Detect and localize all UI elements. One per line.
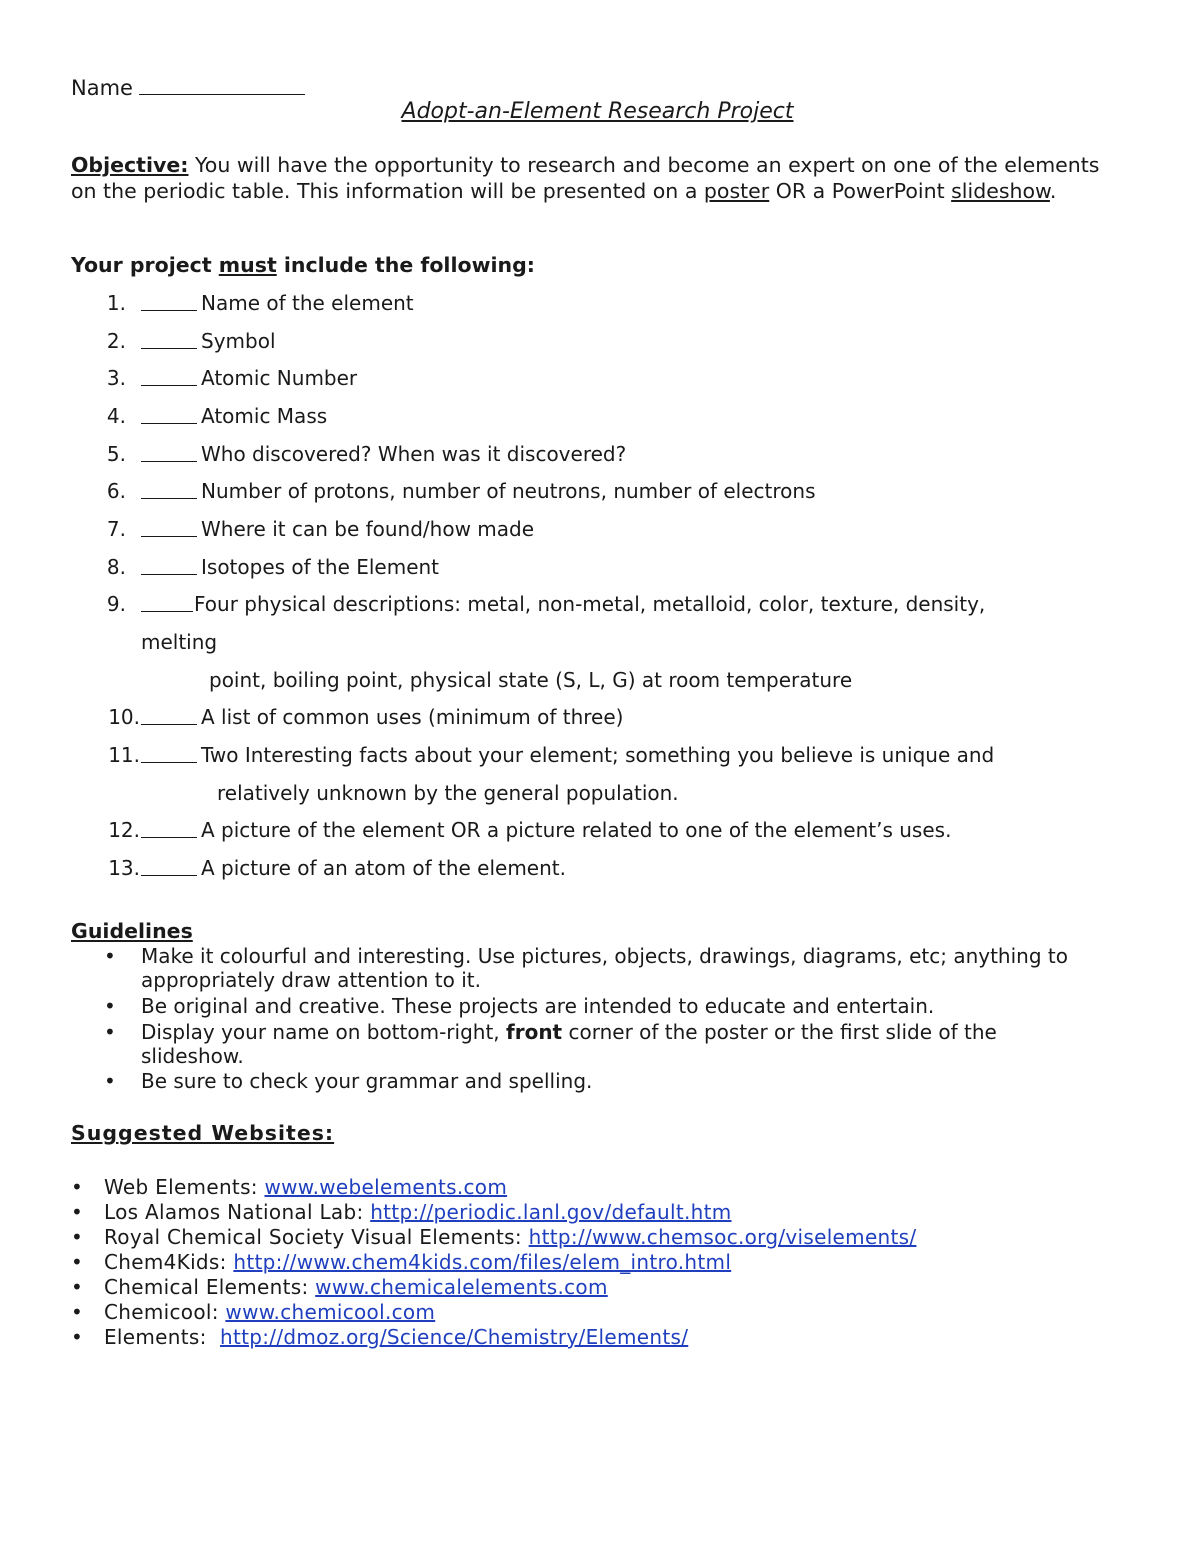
website-label: Web Elements: (104, 1175, 265, 1199)
check-blank[interactable] (141, 705, 197, 725)
check-blank[interactable] (141, 291, 197, 311)
check-blank[interactable] (141, 329, 197, 349)
slideshow-term: slideshow (951, 178, 1050, 203)
item-number: 5. (106, 442, 126, 466)
item-number: 10. (108, 705, 140, 729)
website-label: Chem4Kids: (104, 1250, 234, 1274)
guideline-text: Make it colourful and interesting. Use pictures, objects, drawings, diagrams, etc; anything to appropriately draw attention to it. (141, 944, 1068, 992)
item-number: 12. (108, 818, 140, 842)
bullet-icon: • (71, 1325, 84, 1349)
check-blank[interactable] (141, 479, 197, 499)
item-number: 6. (106, 479, 126, 503)
website-link[interactable]: http://www.chem4kids.com/files/elem_intro.html (233, 1250, 732, 1274)
must-emphasis: must (218, 253, 277, 277)
page-title: Adopt-an-Element Research Project (401, 99, 794, 124)
requirements-heading (71, 253, 535, 277)
item-number: 9. (106, 592, 126, 616)
item-number: 3. (106, 366, 126, 390)
item-continuation: relatively unknown by the general population. (217, 781, 679, 805)
poster-term: poster (703, 178, 770, 203)
item-text: A picture of the element OR a picture related to one of the element’s uses. (201, 818, 952, 842)
item-text: Two Interesting facts about your element; something you believe is unique and (201, 743, 995, 767)
bullet-icon: • (71, 1275, 84, 1299)
guideline-text: Be original and creative. These projects are intended to educate and entertain. (141, 994, 935, 1018)
check-blank[interactable] (141, 442, 197, 462)
objective-text: You will have the opportunity to research and become an expert on one of the elements on the periodic table. This information will be presented on a (71, 153, 1100, 203)
website-link[interactable]: www.webelements.com (264, 1175, 508, 1199)
guideline-bullet (104, 1069, 1124, 1094)
website-label: Royal Chemical Society Visual Elements: (104, 1225, 529, 1249)
check-blank[interactable] (141, 818, 197, 838)
bullet-icon: • (71, 1200, 84, 1224)
item-text: Symbol (201, 329, 276, 353)
website-link[interactable]: http://dmoz.org/Science/Chemistry/Elements/ (219, 1325, 689, 1349)
bullet-icon: • (104, 944, 116, 968)
website-link[interactable]: www.chemicalelements.com (315, 1275, 608, 1299)
item-text: A picture of an atom of the element. (201, 856, 566, 880)
website-label: Elements: (104, 1325, 220, 1349)
requirements-heading-text-2: include the following: (276, 253, 536, 277)
item-continuation: melting (141, 630, 218, 654)
website-label: Chemical Elements: (104, 1275, 316, 1299)
objective-text-2: OR a PowerPoint (769, 178, 952, 203)
objective-text-3: . (1049, 178, 1057, 203)
check-blank[interactable] (141, 743, 197, 763)
website-label: Los Alamos National Lab: (104, 1200, 371, 1224)
guideline-text (141, 1020, 1091, 1068)
websites-heading: Suggested Websites: (71, 1121, 335, 1145)
website-label: Chemicool: (104, 1300, 226, 1324)
front-emphasis: front (506, 1020, 563, 1044)
website-link[interactable]: http://www.chemsoc.org/viselements/ (528, 1225, 917, 1249)
bullet-icon: • (104, 1069, 116, 1093)
check-blank[interactable] (141, 517, 197, 537)
check-blank[interactable] (141, 404, 197, 424)
item-continuation: point, boiling point, physical state (S, L, G) at room temperature (209, 668, 853, 692)
objective-label: Objective: (71, 153, 189, 177)
item-number: 8. (106, 555, 126, 579)
website-link[interactable]: www.chemicool.com (225, 1300, 436, 1324)
guidelines-heading: Guidelines (71, 919, 193, 943)
item-number: 2. (106, 329, 126, 353)
website-link[interactable]: http://periodic.lanl.gov/default.htm (370, 1200, 732, 1224)
objective-paragraph (71, 153, 1131, 204)
name-blank[interactable] (139, 72, 305, 95)
item-number: 4. (106, 404, 126, 428)
bullet-icon: • (71, 1300, 84, 1324)
item-number: 13. (108, 856, 140, 880)
bullet-icon: • (104, 994, 116, 1018)
guideline-bullet (104, 1020, 1124, 1070)
guideline-text-part: corner of the poster or the first slide of the slideshow. (141, 1020, 997, 1068)
check-blank[interactable] (141, 592, 193, 612)
guideline-bullet (104, 944, 1124, 994)
item-text: Where it can be found/how made (201, 517, 535, 541)
bullet-icon: • (71, 1175, 84, 1199)
bullet-icon: • (71, 1250, 84, 1274)
name-field-line (71, 72, 305, 100)
item-number: 7. (106, 517, 126, 541)
item-text: Who discovered? When was it discovered? (201, 442, 627, 466)
item-number: 1. (106, 291, 126, 315)
item-text: Atomic Mass (201, 404, 328, 428)
item-text: Number of protons, number of neutrons, number of electrons (201, 479, 816, 503)
item-text: A list of common uses (minimum of three) (201, 705, 624, 729)
item-text: Name of the element (201, 291, 414, 315)
guideline-text-part: Display your name on bottom-right, (141, 1020, 507, 1044)
check-blank[interactable] (141, 366, 197, 386)
item-text: Atomic Number (201, 366, 358, 390)
bullet-icon: • (71, 1225, 84, 1249)
guideline-bullet (104, 994, 1124, 1019)
guideline-text: Be sure to check your grammar and spelling. (141, 1069, 593, 1093)
item-text: Isotopes of the Element (201, 555, 440, 579)
check-blank[interactable] (141, 555, 197, 575)
bullet-icon: • (104, 1020, 116, 1044)
check-blank[interactable] (141, 856, 197, 876)
requirements-heading-text: Your project (71, 253, 219, 277)
item-text: Four physical descriptions: metal, non-metal, metalloid, color, texture, density, (194, 592, 986, 616)
item-number: 11. (108, 743, 140, 767)
name-label: Name (71, 76, 133, 100)
